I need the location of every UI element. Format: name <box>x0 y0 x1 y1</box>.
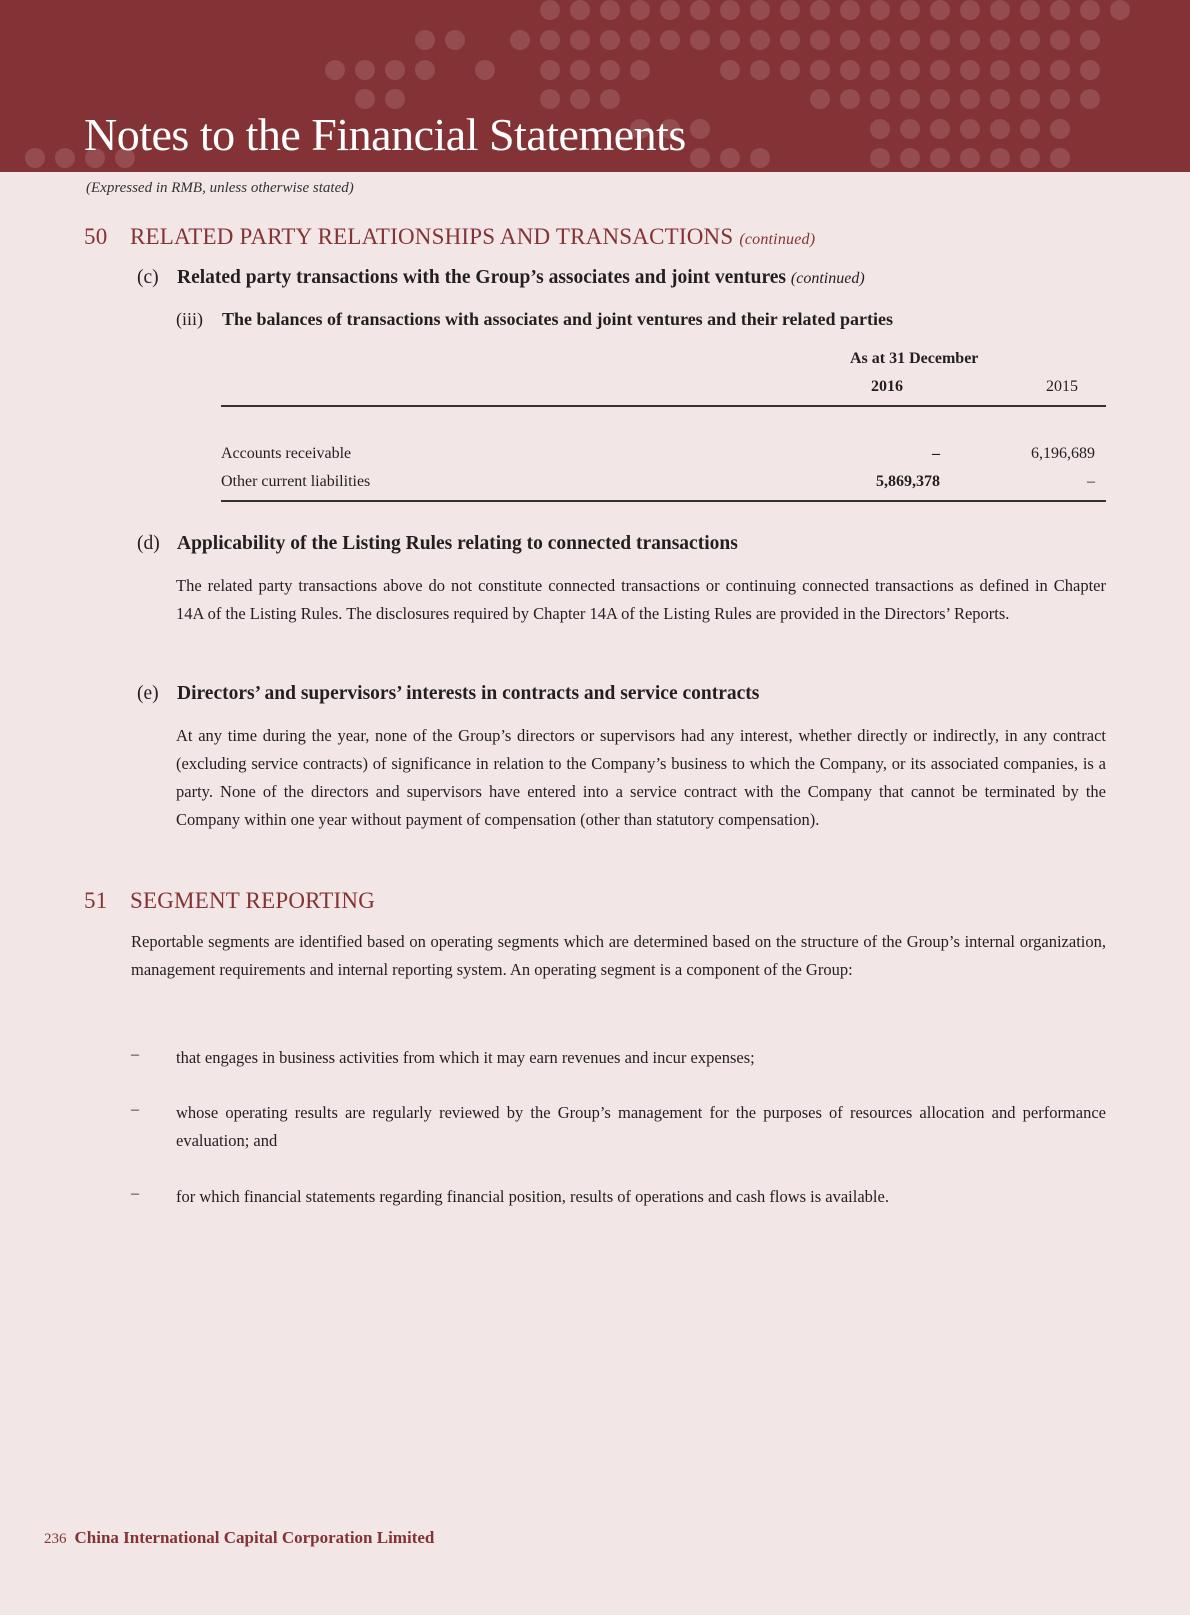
decorative-dot <box>445 30 465 50</box>
subsection-d-body: The related party transactions above do not constitute connected transactions or continuing connected transactions as defined in Chapter 14A of the Listing Rules. The disclosures required by Chapter 14A of the Listing Rules are provided in the Directors’ Reports. <box>176 576 1106 623</box>
table-top-rule <box>221 405 1106 407</box>
decorative-dot <box>900 119 920 139</box>
dash-bullet-icon: – <box>131 1046 139 1063</box>
decorative-dot <box>1020 30 1040 50</box>
cell-2015: 6,196,689 <box>1031 445 1095 462</box>
section-title: SEGMENT REPORTING <box>130 888 376 913</box>
decorative-dot <box>930 30 950 50</box>
decorative-dot <box>870 89 890 109</box>
decorative-dot <box>840 0 860 20</box>
decorative-dot <box>1050 60 1070 80</box>
decorative-dot <box>1050 148 1070 168</box>
decorative-dot <box>810 89 830 109</box>
list-item-text: whose operating results are regularly reviewed by the Group’s management for the purposes of resources allocation and performance evaluation; and <box>176 1103 1106 1150</box>
decorative-dot <box>960 0 980 20</box>
decorative-dot <box>570 0 590 20</box>
decorative-dot <box>325 60 345 80</box>
decorative-dot <box>690 148 710 168</box>
company-name: China International Capital Corporation Limited <box>74 1528 435 1547</box>
section-51-heading <box>84 888 375 914</box>
list-item-text: that engages in business activities from which it may earn revenues and incur expenses; <box>176 1048 755 1067</box>
decorative-dot <box>930 89 950 109</box>
decorative-dot <box>630 60 650 80</box>
row-label: Accounts receivable <box>221 445 352 462</box>
decorative-dot <box>900 0 920 20</box>
decorative-dot <box>570 60 590 80</box>
decorative-dot <box>930 119 950 139</box>
decorative-dot <box>630 30 650 50</box>
table-bottom-rule <box>221 500 1106 502</box>
column-header-2016: 2016 <box>871 378 903 395</box>
decorative-dot <box>930 60 950 80</box>
section-number: 50 <box>84 224 108 249</box>
decorative-dot <box>1020 60 1040 80</box>
decorative-dot <box>900 89 920 109</box>
decorative-dot <box>750 0 770 20</box>
decorative-dot <box>600 0 620 20</box>
subsection-iii-heading <box>176 309 893 330</box>
decorative-dot <box>780 0 800 20</box>
decorative-dot <box>475 60 495 80</box>
decorative-dot <box>900 148 920 168</box>
decorative-dot <box>990 89 1010 109</box>
decorative-dot <box>1020 148 1040 168</box>
page-number: 236 <box>44 1531 67 1547</box>
decorative-dot <box>570 30 590 50</box>
decorative-dot <box>840 60 860 80</box>
subsection-title: Applicability of the Listing Rules relating to connected transactions <box>177 533 738 554</box>
header-banner <box>0 0 1190 172</box>
cell-2015: – <box>1087 473 1095 490</box>
decorative-dot <box>600 60 620 80</box>
decorative-dot <box>750 60 770 80</box>
decorative-dot <box>690 119 710 139</box>
continued-label: (continued) <box>739 231 816 248</box>
subsection-title: Directors’ and supervisors’ interests in contracts and service contracts <box>177 683 760 704</box>
cell-2016: 5,869,378 <box>876 473 940 490</box>
currency-note: (Expressed in RMB, unless otherwise stated) <box>86 180 354 196</box>
decorative-dot <box>1050 0 1070 20</box>
decorative-dot <box>1080 89 1100 109</box>
decorative-dot <box>870 0 890 20</box>
subsection-title: The balances of transactions with associates and joint ventures and their related parties <box>222 309 894 329</box>
decorative-dot <box>600 30 620 50</box>
decorative-dot <box>1080 30 1100 50</box>
decorative-dot <box>960 148 980 168</box>
decorative-dot <box>690 30 710 50</box>
decorative-dot <box>990 148 1010 168</box>
page-title: Notes to the Financial Statements <box>84 109 686 160</box>
decorative-dot <box>870 30 890 50</box>
decorative-dot <box>930 0 950 20</box>
decorative-dot <box>960 89 980 109</box>
decorative-dot <box>540 30 560 50</box>
subsection-e-body: At any time during the year, none of the Group’s directors or supervisors had any interest, whether directly or indirectly, in any contract (excluding service contracts) of significance in relation to the Company’s business to which the Company, or its associated companies, is a party. None of the directors and supervisors have entered into a service contract with the Company that cannot be terminated by the Company within one year without payment of compensation (other than statutory compensation). <box>176 726 1106 829</box>
decorative-dot <box>990 0 1010 20</box>
decorative-dot <box>990 60 1010 80</box>
decorative-dot <box>55 148 75 168</box>
subsection-label: (iii) <box>176 309 203 329</box>
decorative-dot <box>660 30 680 50</box>
decorative-dot <box>1080 60 1100 80</box>
decorative-dot <box>1020 89 1040 109</box>
subsection-title: Related party transactions with the Group’s associates and joint ventures <box>177 267 787 288</box>
section-title: RELATED PARTY RELATIONSHIPS AND TRANSACTIONS <box>130 224 734 249</box>
decorative-dot <box>690 0 710 20</box>
decorative-dot <box>385 60 405 80</box>
subsection-label: (c) <box>137 267 159 288</box>
continued-label: (continued) <box>790 270 865 287</box>
subsection-e-heading <box>137 683 759 705</box>
subsection-c-heading <box>137 267 865 289</box>
decorative-dot <box>1050 30 1070 50</box>
row-label: Other current liabilities <box>221 473 371 490</box>
decorative-dot <box>840 30 860 50</box>
decorative-dot <box>990 119 1010 139</box>
decorative-dot <box>780 30 800 50</box>
decorative-dot <box>960 30 980 50</box>
decorative-dot <box>540 0 560 20</box>
decorative-dot <box>1110 0 1130 20</box>
table-group-header: As at 31 December <box>850 350 979 367</box>
decorative-dot <box>750 148 770 168</box>
decorative-dot <box>1050 119 1070 139</box>
subsection-label: (d) <box>137 533 160 554</box>
decorative-dot <box>355 60 375 80</box>
decorative-dot <box>900 60 920 80</box>
decorative-dot <box>930 148 950 168</box>
decorative-dot <box>750 30 770 50</box>
decorative-dot <box>870 119 890 139</box>
decorative-dot <box>720 60 740 80</box>
decorative-dot <box>870 60 890 80</box>
dash-bullet-icon: – <box>131 1101 139 1118</box>
list-item-text: for which financial statements regarding financial position, results of operations and cash flows is available. <box>176 1187 889 1206</box>
column-header-2015: 2015 <box>1046 378 1078 395</box>
decorative-dot <box>960 60 980 80</box>
decorative-dot <box>720 30 740 50</box>
cell-2016: – <box>932 445 940 462</box>
decorative-dot <box>840 89 860 109</box>
subsection-label: (e) <box>137 683 159 704</box>
decorative-dot <box>1020 119 1040 139</box>
decorative-dot <box>1020 0 1040 20</box>
decorative-dot <box>720 148 740 168</box>
decorative-dot <box>900 30 920 50</box>
decorative-dot <box>510 30 530 50</box>
decorative-dot <box>780 60 800 80</box>
subsection-d-heading <box>137 533 738 555</box>
decorative-dot <box>810 60 830 80</box>
decorative-dot <box>720 0 740 20</box>
dash-bullet-icon: – <box>131 1185 139 1202</box>
section-50-heading <box>84 224 815 250</box>
decorative-dot <box>415 30 435 50</box>
decorative-dot <box>1050 89 1070 109</box>
decorative-dot <box>630 0 650 20</box>
decorative-dot <box>1080 0 1100 20</box>
section-number: 51 <box>84 888 108 913</box>
page-footer <box>44 1528 434 1548</box>
decorative-dot <box>540 60 560 80</box>
decorative-dot <box>25 148 45 168</box>
decorative-dot <box>870 148 890 168</box>
decorative-dot <box>415 60 435 80</box>
decorative-dot <box>990 30 1010 50</box>
decorative-dot <box>660 0 680 20</box>
decorative-dot <box>810 30 830 50</box>
decorative-dot <box>960 119 980 139</box>
decorative-dot <box>810 0 830 20</box>
section-51-intro: Reportable segments are identified based on operating segments which are determined based on the structure of the Group’s internal organization, management requirements and internal reporting system. An operating segment is a component of the Group: <box>131 932 1106 979</box>
